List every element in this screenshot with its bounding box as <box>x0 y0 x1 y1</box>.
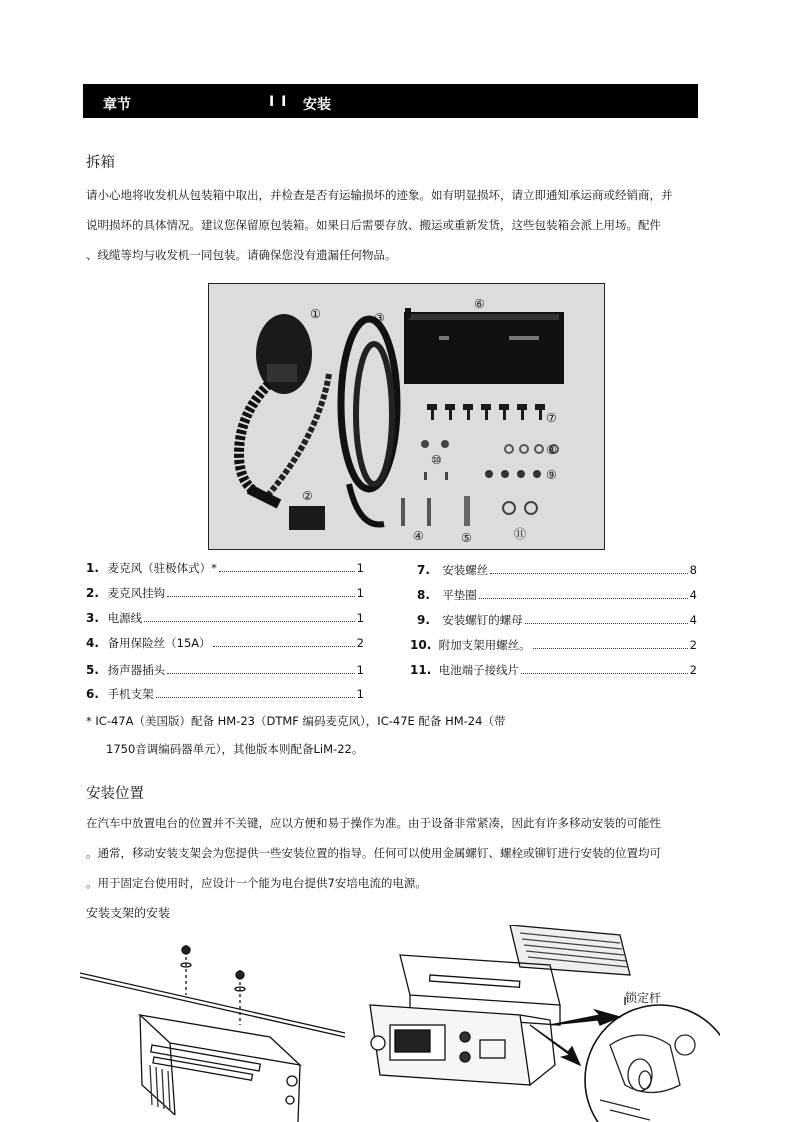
list-item: 6. 手机支架 1 <box>86 687 364 701</box>
footnote-line: 1750音调编码器单元），其他版本则配备LiM-22。 <box>106 742 364 756</box>
list-item: 7. 安装螺丝 8 <box>417 563 697 577</box>
photo-label-8: ⑧ <box>546 443 557 457</box>
list-item: 3. 电源线 1 <box>86 611 364 625</box>
speaker-plug-image <box>464 496 470 526</box>
location-heading: 安装位置 <box>86 786 144 802</box>
chapter-number: I I <box>269 94 288 110</box>
list-item: 9. 安装螺钉的螺母 4 <box>417 613 697 627</box>
location-paragraph <box>86 808 706 898</box>
photo-label-3: ③ <box>374 311 385 325</box>
bracket-heading: 安装支架的安装 <box>86 906 171 920</box>
list-item: 8. 平垫圈 4 <box>417 588 697 602</box>
mic-hook-image <box>289 506 325 530</box>
list-item: 5. 扬声器插头 1 <box>86 663 364 677</box>
photo-label-7: ⑦ <box>546 411 557 425</box>
unpack-heading: 拆箱 <box>86 155 115 171</box>
photo-label-4: ④ <box>413 529 424 543</box>
speaker-box-image <box>404 308 564 384</box>
list-item: 4. 备用保险丝（15A） 2 <box>86 636 364 650</box>
footnote <box>86 707 505 763</box>
unpack-line: 说明损坏的具体情况。建议您保留原包装箱。如果日后需要存放、搬运或重新发货，这些包装箱会派上用场。配件 <box>86 218 661 232</box>
footnote-line: * IC-47A（美国版）配备 HM-23（DTMF 编码麦克风），IC-47E 配备 HM-24（带 <box>86 714 506 728</box>
location-line: 。通常，移动安装支架会为您提供一些安装位置的指导。任何可以使用金属螺钉、螺栓或铆钉进行安装的位置均可 <box>86 846 661 860</box>
photo-label-9: ⑨ <box>546 468 557 482</box>
unpack-line: 、线缆等均与收发机一同包装。请确保您没有遗漏任何物品。 <box>86 248 397 262</box>
photo-label-5: ⑤ <box>461 531 472 545</box>
location-line: 在汽车中放置电台的位置并不关键，应以方便和易于操作为准。由于设备非常紧凑，因此有许多移动安装的可能性 <box>86 816 661 830</box>
list-item: 11. 电池端子接线片 2 <box>410 663 697 677</box>
list-item: 10. 附加支架用螺丝。 2 <box>410 638 697 652</box>
chapter-label: 章节 <box>103 97 131 113</box>
accessories-illustration <box>209 284 604 549</box>
list-item: 1. 麦克风（驻极体式）* 1 <box>86 561 364 575</box>
list-item: 2. 麦克风挂钩 1 <box>86 586 364 600</box>
chapter-title: 安装 <box>303 97 331 113</box>
accessories-photo <box>208 283 605 550</box>
bracket-illustration <box>80 925 720 1122</box>
unpack-paragraph <box>86 180 706 270</box>
photo-label-2: ② <box>302 489 313 503</box>
photo-label-6: ⑥ <box>474 297 485 311</box>
lock-lever-label: 锁定杆 <box>625 991 662 1005</box>
chapter-header <box>83 84 698 118</box>
unpack-line: 请小心地将收发机从包装箱中取出，并检查是否有运输损坏的迹象。如有明显损坏，请立即通知承运商或经销商，并 <box>86 188 673 202</box>
location-line: 。用于固定台使用时，应设计一个能为电台提供7安培电流的电源。 <box>86 876 427 890</box>
photo-label-11: ⑪ <box>514 527 527 541</box>
photo-label-10: ⑩ <box>431 453 442 467</box>
photo-label-1: ① <box>310 307 321 321</box>
